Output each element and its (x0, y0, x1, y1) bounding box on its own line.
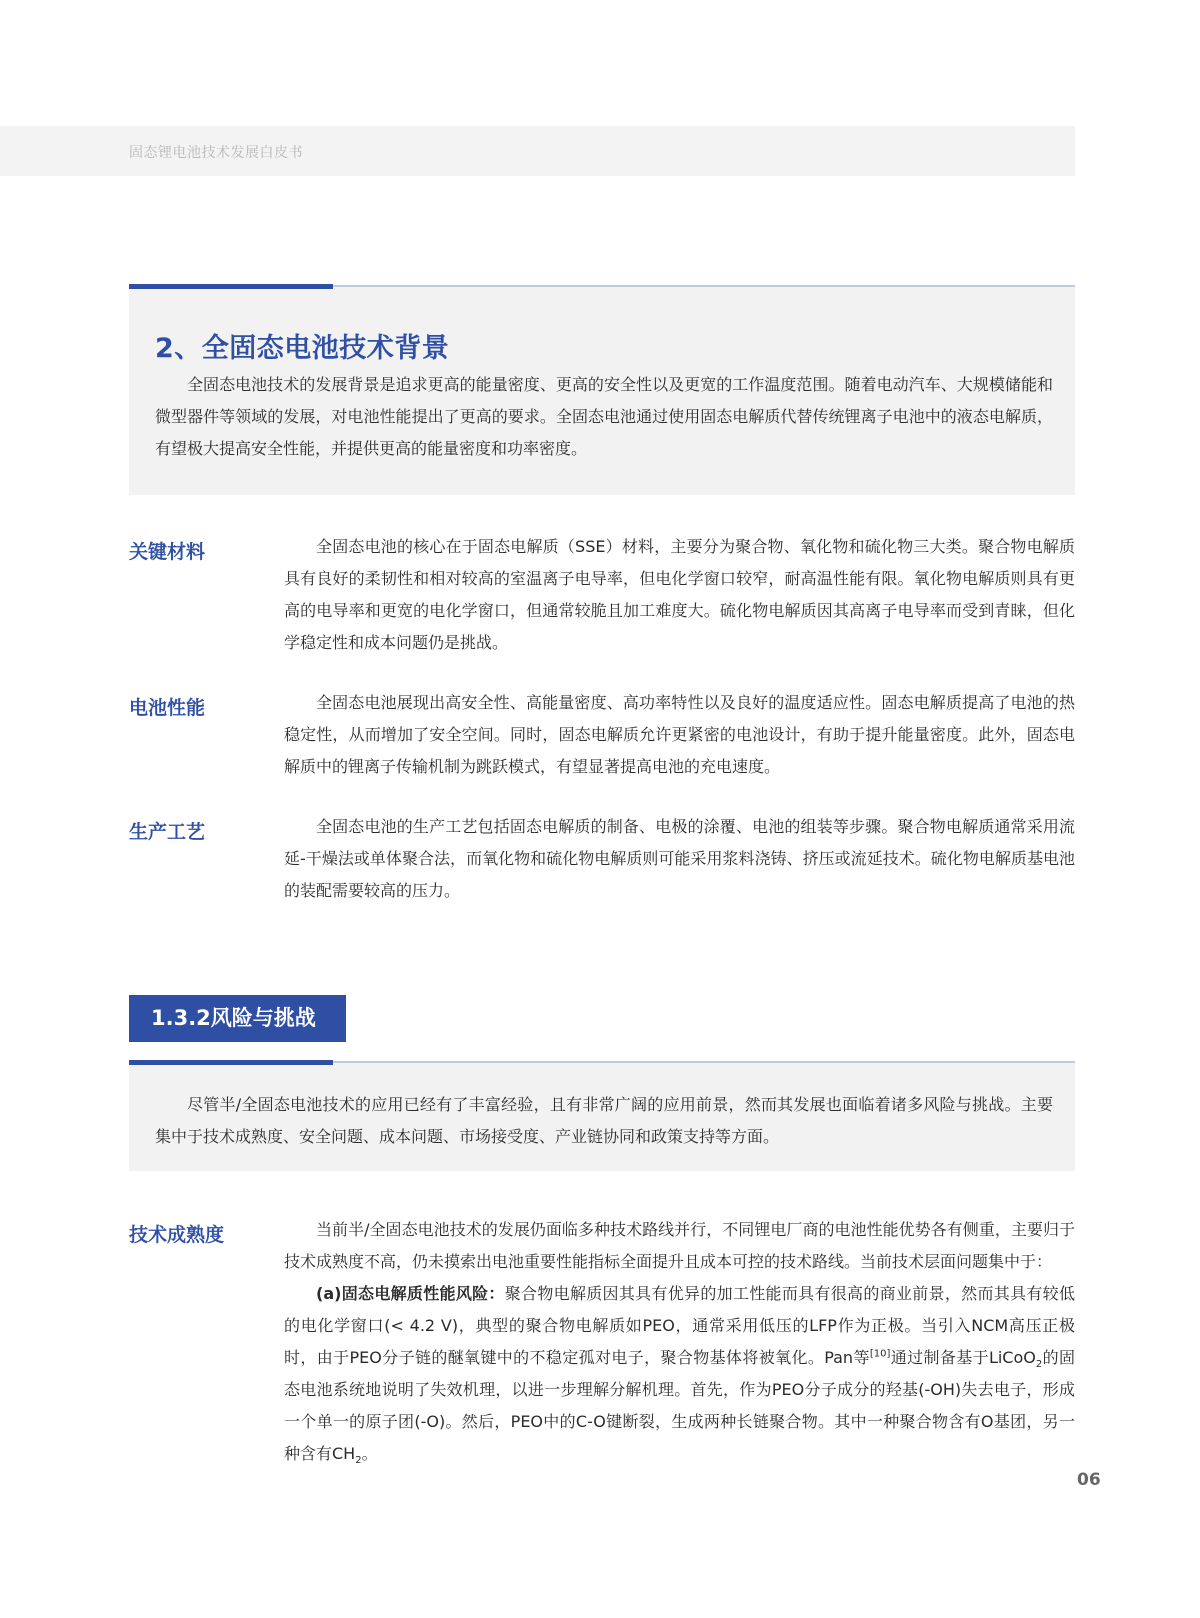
page-number: 06 (1077, 1470, 1101, 1490)
section-2-intro (155, 369, 1053, 465)
topic-text-materials (284, 531, 1075, 659)
topic-text-production (284, 811, 1075, 907)
risk-a-title: (a)固态电解质性能风险： (316, 1284, 505, 1303)
section-132-intro (155, 1089, 1053, 1153)
risk-a-text-1: 聚合物电解质因其具有优异的加工性能而具有很高的商业前景，然而其具有较低的电化学窗口(< 4.2 V)，典型的聚合物电解质如PEO，通常采用低压的LFP作为正极。当引入NCM高压正极时，由于PEO分子链的醚氧键中的不稳定孤对电子，聚合物基体将被氧化。Pan等 (284, 1284, 1075, 1367)
section-2-title: 2、全固态电池技术背景 (155, 333, 450, 364)
topic-label-production: 生产工艺 (129, 821, 206, 843)
risk-a-text-2: 通过制备基于LiCoO (890, 1348, 1036, 1367)
ch2-subscript: 2 (355, 1455, 362, 1467)
topic-text-performance (284, 687, 1075, 783)
topic-production-text: 全固态电池的生产工艺包括固态电解质的制备、电极的涂覆、电池的组装等步骤。聚合物电解质通常采用流延-干燥法或单体聚合法，而氧化物和硫化物电解质则可能采用浆料浇铸、挤压或流延技术。硫化物电解质基电池的装配需要较高的压力。 (284, 817, 1075, 900)
topic-text-maturity (284, 1214, 1075, 1470)
section-132-badge: 1.3.2风险与挑战 (129, 995, 346, 1042)
section-2-intro-text: 全固态电池技术的发展背景是追求更高的能量密度、更高的安全性以及更宽的工作温度范围。随着电动汽车、大规模储能和微型器件等领域的发展，对电池性能提出了更高的要求。全固态电池通过使用固态电解质代替传统锂离子电池中的液态电解质，有望极大提高安全性能，并提供更高的能量密度和功率密度。 (155, 375, 1053, 458)
topic-label-performance: 电池性能 (129, 697, 206, 719)
section-132-intro-text: 尽管半/全固态电池技术的应用已经有了丰富经验，且有非常广阔的应用前景，然而其发展也面临着诸多风险与挑战。主要集中于技术成熟度、安全问题、成本问题、市场接受度、产业链协同和政策支持等方面。 (155, 1095, 1053, 1146)
running-header: 固态锂电池技术发展白皮书 (129, 145, 303, 161)
section-132-rule-accent (129, 1060, 333, 1065)
risk-a-text-3: 的固态电池系统地说明了失效机理，以进一步理解分解机理。首先，作为PEO分子成分的羟基(-OH)失去电子，形成一个单一的原子团(-O)。然后，PEO中的C-O键断裂，生成两种长链聚合物。其中一种聚合物含有O基团，另一种含有CH (284, 1348, 1075, 1463)
topic-materials-text: 全固态电池的核心在于固态电解质（SSE）材料，主要分为聚合物、氧化物和硫化物三大类。聚合物电解质具有良好的柔韧性和相对较高的室温离子电导率，但电化学窗口较窄，耐高温性能有限。氧化物电解质则具有更高的电导率和更宽的电化学窗口，但通常较脆且加工难度大。硫化物电解质因其高离子电导率而受到青睐，但化学稳定性和成本问题仍是挑战。 (284, 537, 1075, 652)
topic-label-materials: 关键材料 (129, 541, 206, 563)
licoo2-subscript: 2 (1035, 1359, 1043, 1371)
section-2-rule-accent (129, 284, 333, 289)
topic-label-maturity: 技术成熟度 (129, 1224, 225, 1246)
risk-a-end: 。 (361, 1444, 378, 1463)
topic-performance-text: 全固态电池展现出高安全性、高能量密度、高功率特性以及良好的温度适应性。固态电解质提高了电池的热稳定性，从而增加了安全空间。同时，固态电解质允许更紧密的电池设计，有助于提升能量密度。此外，固态电解质中的锂离子传输机制为跳跃模式，有望显著提高电池的充电速度。 (284, 693, 1075, 776)
maturity-intro-text: 当前半/全固态电池技术的发展仍面临多种技术路线并行，不同锂电厂商的电池性能优势各有侧重，主要归于技术成熟度不高，仍未摸索出电池重要性能指标全面提升且成本可控的技术路线。当前技术层面问题集中于： (284, 1220, 1075, 1271)
maturity-risk-paragraph (284, 1278, 1075, 1470)
reference-10: [10] (869, 1348, 891, 1360)
